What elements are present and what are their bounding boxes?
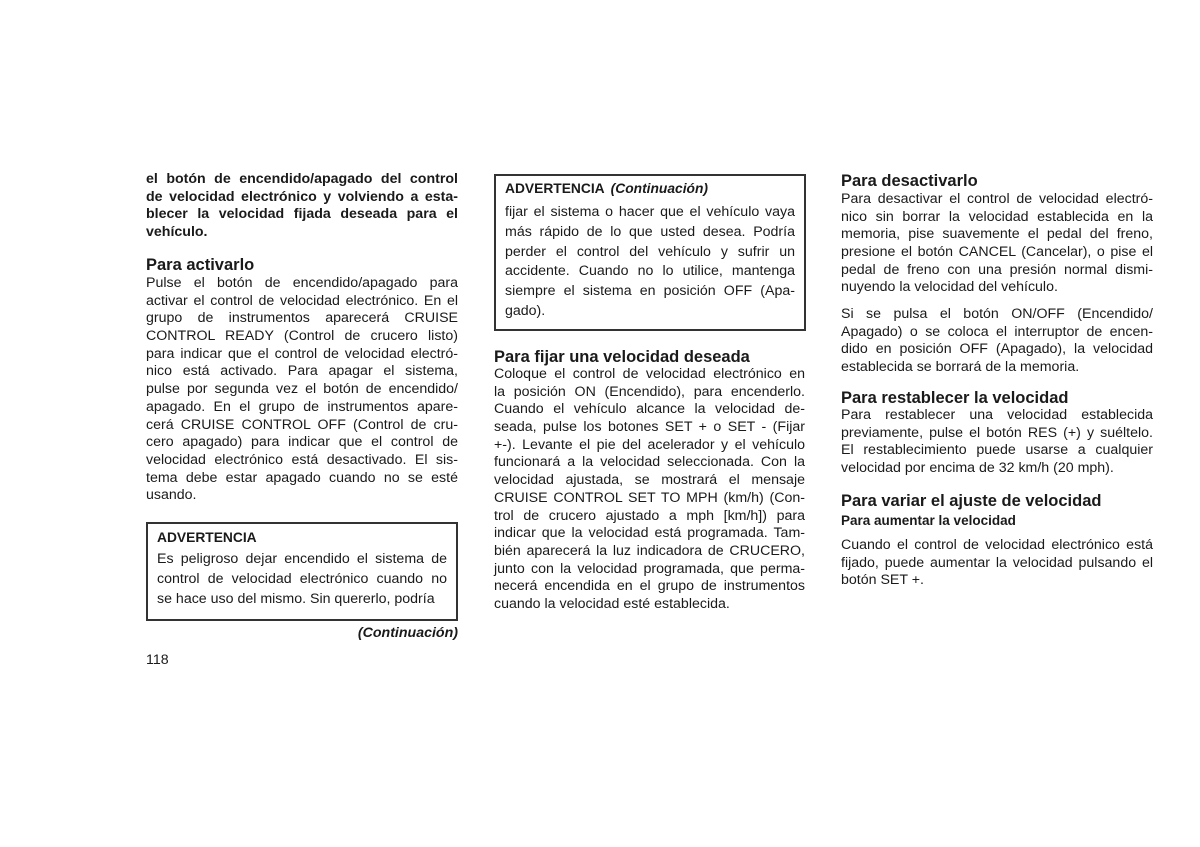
text-line: presione el botón CANCEL (Cancelar), o pise el [841,244,1153,261]
warning-continued-box [494,174,806,331]
fijar-paragraph [494,366,805,614]
desactivar-paragraph [841,191,1153,297]
text-line: memoria, pise suavemente el pedal del freno, [841,226,1153,243]
text-line: pulse por segunda vez el botón de encendido/ [146,381,458,398]
text-line: velocidad por encima de 32 km/h (20 mph). [841,460,1114,477]
warning-title-suffix: (Continuación) [610,181,708,196]
text-line: el botón de encendido/apagado del control [146,171,458,187]
heading-para-fijar: Para fijar una velocidad deseada [494,348,750,366]
warning-box [146,522,458,621]
text-line: CONTROL READY (Control de crucero listo) [146,328,458,345]
heading-para-desactivarlo: Para desactivarlo [841,172,978,190]
text-line: Cuando el vehículo alcance la velocidad de- [494,401,805,418]
text-line: control de velocidad electrónico cuando no [157,570,447,587]
heading-para-activarlo: Para activarlo [146,256,255,274]
continued-label: (Continuación) [357,625,458,641]
text-line: establecida se borrará de la memoria. [841,359,1080,376]
warning-text [157,550,447,609]
onoff-paragraph [841,306,1153,377]
text-line: Pulse el botón de encendido/apagado para [146,275,458,291]
subheading-para-aumentar: Para aumentar la velocidad [841,513,1016,528]
warning-continued-text [505,203,795,322]
text-line: siempre el sistema en posición OFF (Apa- [505,283,795,300]
text-line: la posición ON (Encendido), para encenderlo. [494,383,805,400]
text-line: indicar que la velocidad está programada. Tam- [494,525,805,542]
restablecer-paragraph [841,407,1153,478]
text-line: nico está activado. Para apagar el sistema, [146,363,458,380]
text-line: fijado, puede aumentar la velocidad pulsando el [841,554,1153,571]
text-line: gado). [505,302,546,319]
text-line: previamente, pulse el botón RES (+) y suéltelo. [841,424,1153,441]
text-line: para indicar que el control de velocidad electró- [146,345,458,362]
text-line: Es peligroso dejar encendido el sistema de [157,551,447,567]
text-line: vehículo. [146,224,208,241]
text-line: funcionará a la velocidad seleccionada. Con la [494,454,805,471]
text-line: Si se pulsa el botón ON/OFF (Encendido/ [841,306,1153,322]
text-line: trol de crucero ajustado a mph [km/h]) para [494,507,805,524]
text-line: junto con la velocidad programada, que perma- [494,560,805,577]
text-line: se hace uso del mismo. Sin quererlo, podría [157,590,435,607]
text-line: nico sin borrar la velocidad establecida en la [841,208,1153,225]
text-line: de velocidad electrónico y volviendo a esta- [146,188,458,205]
text-line: dido en posición OFF (Apagado), la velocidad [841,341,1153,358]
text-line: cerá CRUISE CONTROL OFF (Control de cru- [146,416,458,433]
activar-paragraph [146,275,458,505]
page-number: 118 [146,652,169,668]
aumentar-paragraph [841,537,1153,590]
text-line: apagado. En el grupo de instrumentos apare- [146,398,458,415]
heading-para-variar: Para variar el ajuste de velocidad [841,492,1102,510]
text-line: Para restablecer una velocidad establecida [841,407,1153,423]
text-line: usando. [146,487,197,504]
text-line: El restablecimiento puede usarse a cualquier [841,442,1153,459]
text-line: necerá encendida en el grupo de instrumentos [494,578,805,595]
text-line: CRUISE CONTROL SET TO MPH (km/h) (Con- [494,489,805,506]
text-line: fijar el sistema o hacer que el vehículo vaya [505,204,795,220]
text-line: Coloque el control de velocidad electrónico en [494,366,805,382]
text-line: accidente. Cuando no lo utilice, mantenga [505,263,795,280]
warning-title: ADVERTENCIA [505,181,605,196]
text-line: más rápido de lo que usted desea. Podría [505,223,795,240]
text-line: perder el control del vehículo y sufrir un [505,243,795,260]
text-line: cuando la velocidad esté establecida. [494,595,730,612]
text-line: pedal de freno con una presión normal dismi- [841,261,1153,278]
text-line: tema debe estar apagado cuando no se esté [146,469,458,486]
text-line: seada, pulse los botones SET + o SET - (Fijar [494,419,805,436]
intro-paragraph [146,171,458,242]
text-line: blecer la velocidad fijada deseada para el [146,206,458,223]
text-line: bién aparecerá la luz indicadora de CRUCERO, [494,542,805,559]
warning-title: ADVERTENCIA [157,530,257,545]
text-line: grupo de instrumentos aparecerá CRUISE [146,310,458,327]
text-line: +-). Levante el pie del acelerador y el vehículo [494,436,805,453]
text-line: Cuando el control de velocidad electrónico está [841,537,1153,553]
text-line: velocidad electrónico está desactivado. El sis- [146,451,458,468]
text-line: cero apagado) para indicar que el control de [146,434,458,451]
heading-para-restablecer: Para restablecer la velocidad [841,389,1069,407]
text-line: Para desactivar el control de velocidad electró- [841,191,1153,207]
text-line: nuyendo la velocidad del vehículo. [841,279,1058,296]
text-line: velocidad ajustada, se mostrará el mensaje [494,472,805,489]
text-line: botón SET +. [841,572,924,589]
text-line: activar el control de velocidad electrónico. En el [146,292,458,309]
warning-continued-title [505,181,708,196]
text-line: Apagado) o se coloca el interruptor de encen- [841,323,1153,340]
